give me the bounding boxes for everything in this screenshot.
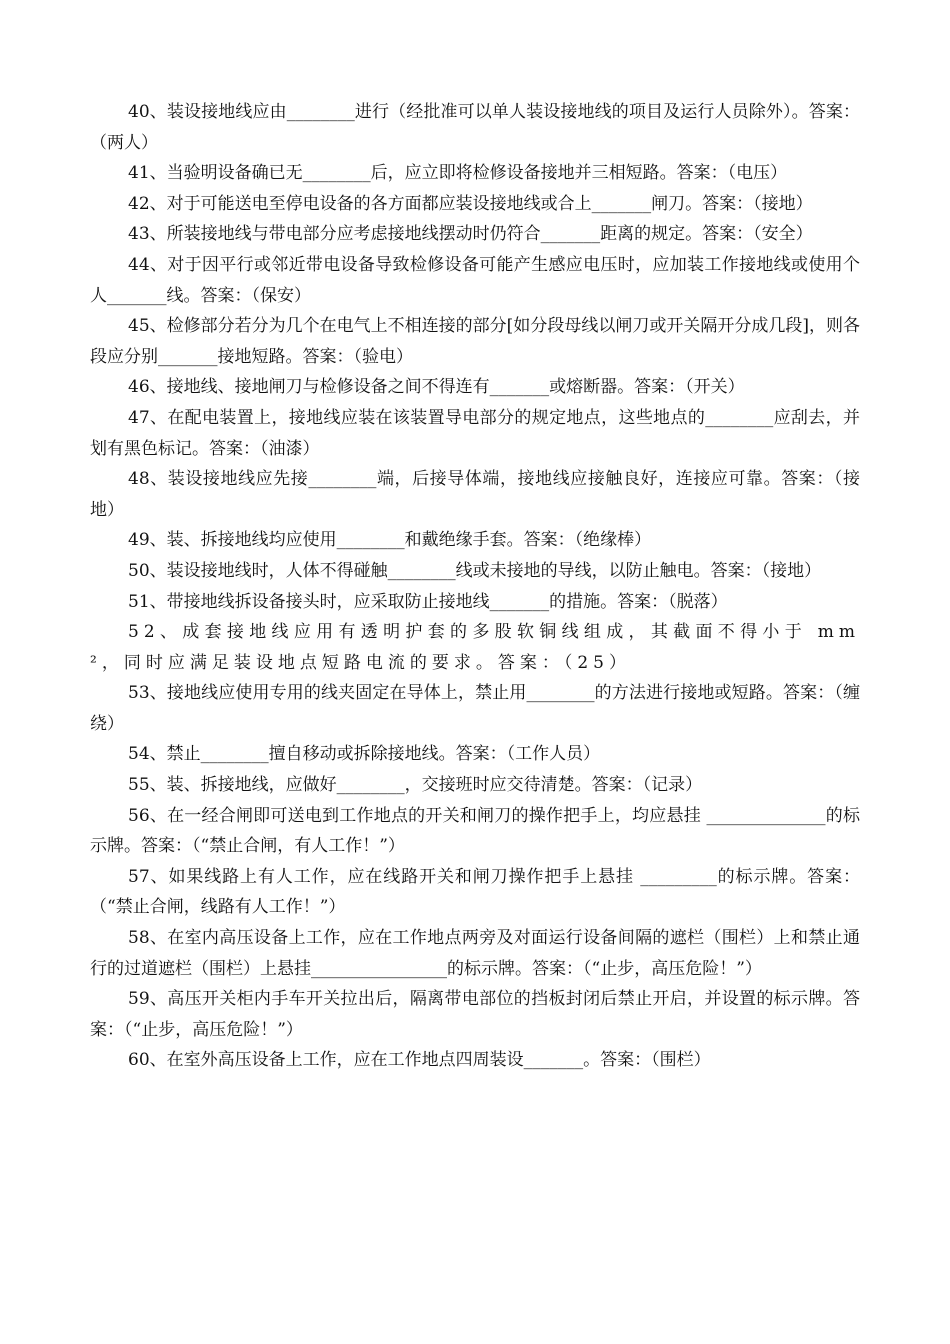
question-51-text: 51、带接地线拆设备接头时，应采取防止接地线_______的措施。答案：（脱落） — [128, 591, 728, 612]
question-49 — [90, 525, 860, 556]
question-60-text: 60、在室外高压设备上工作，应在工作地点四周装设_______。答案：（围栏） — [128, 1050, 711, 1071]
question-56 — [90, 801, 860, 862]
question-59-text: 59、高压开关柜内手车开关拉出后，隔离带电部位的挡板封闭后禁止开启，并设置的标示牌。答案：（“止步，高压危险！”） — [90, 989, 860, 1040]
question-44 — [90, 250, 860, 311]
question-57 — [90, 862, 860, 923]
question-45 — [90, 311, 860, 372]
question-55-text: 55、装、拆接地线，应做好________，交接班时应交待清楚。答案：（记录） — [128, 775, 703, 796]
document-page — [90, 97, 860, 1076]
question-48 — [90, 464, 860, 525]
question-40 — [90, 97, 860, 158]
question-48-text: 48、装设接地线应先接________端，后接导体端，接地线应接触良好，连接应可靠。答案：（接地） — [90, 469, 860, 520]
question-53 — [90, 678, 860, 739]
question-45-text: 45、检修部分若分为几个在电气上不相连接的部分[如分段母线以闸刀或开关隔开分成几段]，则各段应分别_______接地短路。答案：（验电） — [90, 316, 860, 367]
question-41 — [90, 158, 860, 189]
question-47 — [90, 403, 860, 464]
question-52-text: 52、成套接地线应用有透明护套的多股软铜线组成，其截面不得小于 mm²，同时应满足装设地点短路电流的要求。答案：（25） — [90, 622, 860, 673]
question-55 — [90, 770, 860, 801]
question-40-text: 40、装设接地线应由________进行（经批准可以单人装设接地线的项目及运行人员除外）。答案：（两人） — [90, 102, 860, 153]
question-46-text: 46、接地线、接地闸刀与检修设备之间不得连有_______或熔断器。答案：（开关） — [128, 377, 745, 398]
question-50-text: 50、装设接地线时，人体不得碰触________线或未接地的导线，以防止触电。答案：（接地） — [128, 560, 822, 581]
question-43 — [90, 219, 860, 250]
question-52 — [90, 617, 860, 678]
question-59 — [90, 984, 860, 1045]
question-41-text: 41、当验明设备确已无________后，应立即将检修设备接地并三相短路。答案：（电压） — [128, 163, 788, 184]
question-47-text: 47、在配电装置上，接地线应装在该装置导电部分的规定地点，这些地点的________应刮去，并划有黑色标记。答案：（油漆） — [90, 407, 860, 459]
question-54 — [90, 739, 860, 770]
question-57-text: 57、如果线路上有人工作，应在线路开关和闸刀操作把手上悬挂 _________的标示牌。答案：（“禁止合闸，线路有人工作！”） — [90, 866, 860, 918]
question-42-text: 42、对于可能送电至停电设备的各方面都应装设接地线或合上_______闸刀。答案：（接地） — [128, 193, 813, 214]
question-56-text: 56、在一经合闸即可送电到工作地点的开关和闸刀的操作把手上，均应悬挂 ______________的标示牌。答案：（“禁止合闸，有人工作！”） — [90, 805, 860, 857]
question-50 — [90, 556, 860, 587]
question-44-text: 44、对于因平行或邻近带电设备导致检修设备可能产生感应电压时，应加装工作接地线或使用个人_______线。答案：（保安） — [90, 254, 860, 306]
question-54-text: 54、禁止________擅自移动或拆除接地线。答案：（工作人员） — [128, 744, 601, 765]
question-51 — [90, 587, 860, 618]
question-60 — [90, 1045, 860, 1076]
question-46 — [90, 372, 860, 403]
question-49-text: 49、装、拆接地线均应使用________和戴绝缘手套。答案：（绝缘棒） — [128, 530, 652, 551]
question-58-text: 58、在室内高压设备上工作，应在工作地点两旁及对面运行设备间隔的遮栏（围栏）上和禁止通行的过道遮栏（围栏）上悬挂________________的标示牌。答案：（“止步，高压危险！”） — [90, 928, 860, 979]
question-43-text: 43、所装接地线与带电部分应考虑接地线摆动时仍符合_______距离的规定。答案：（安全） — [128, 224, 813, 245]
question-58 — [90, 923, 860, 984]
question-42 — [90, 189, 860, 220]
question-53-text: 53、接地线应使用专用的线夹固定在导体上，禁止用________的方法进行接地或短路。答案：（缠绕） — [90, 683, 860, 734]
